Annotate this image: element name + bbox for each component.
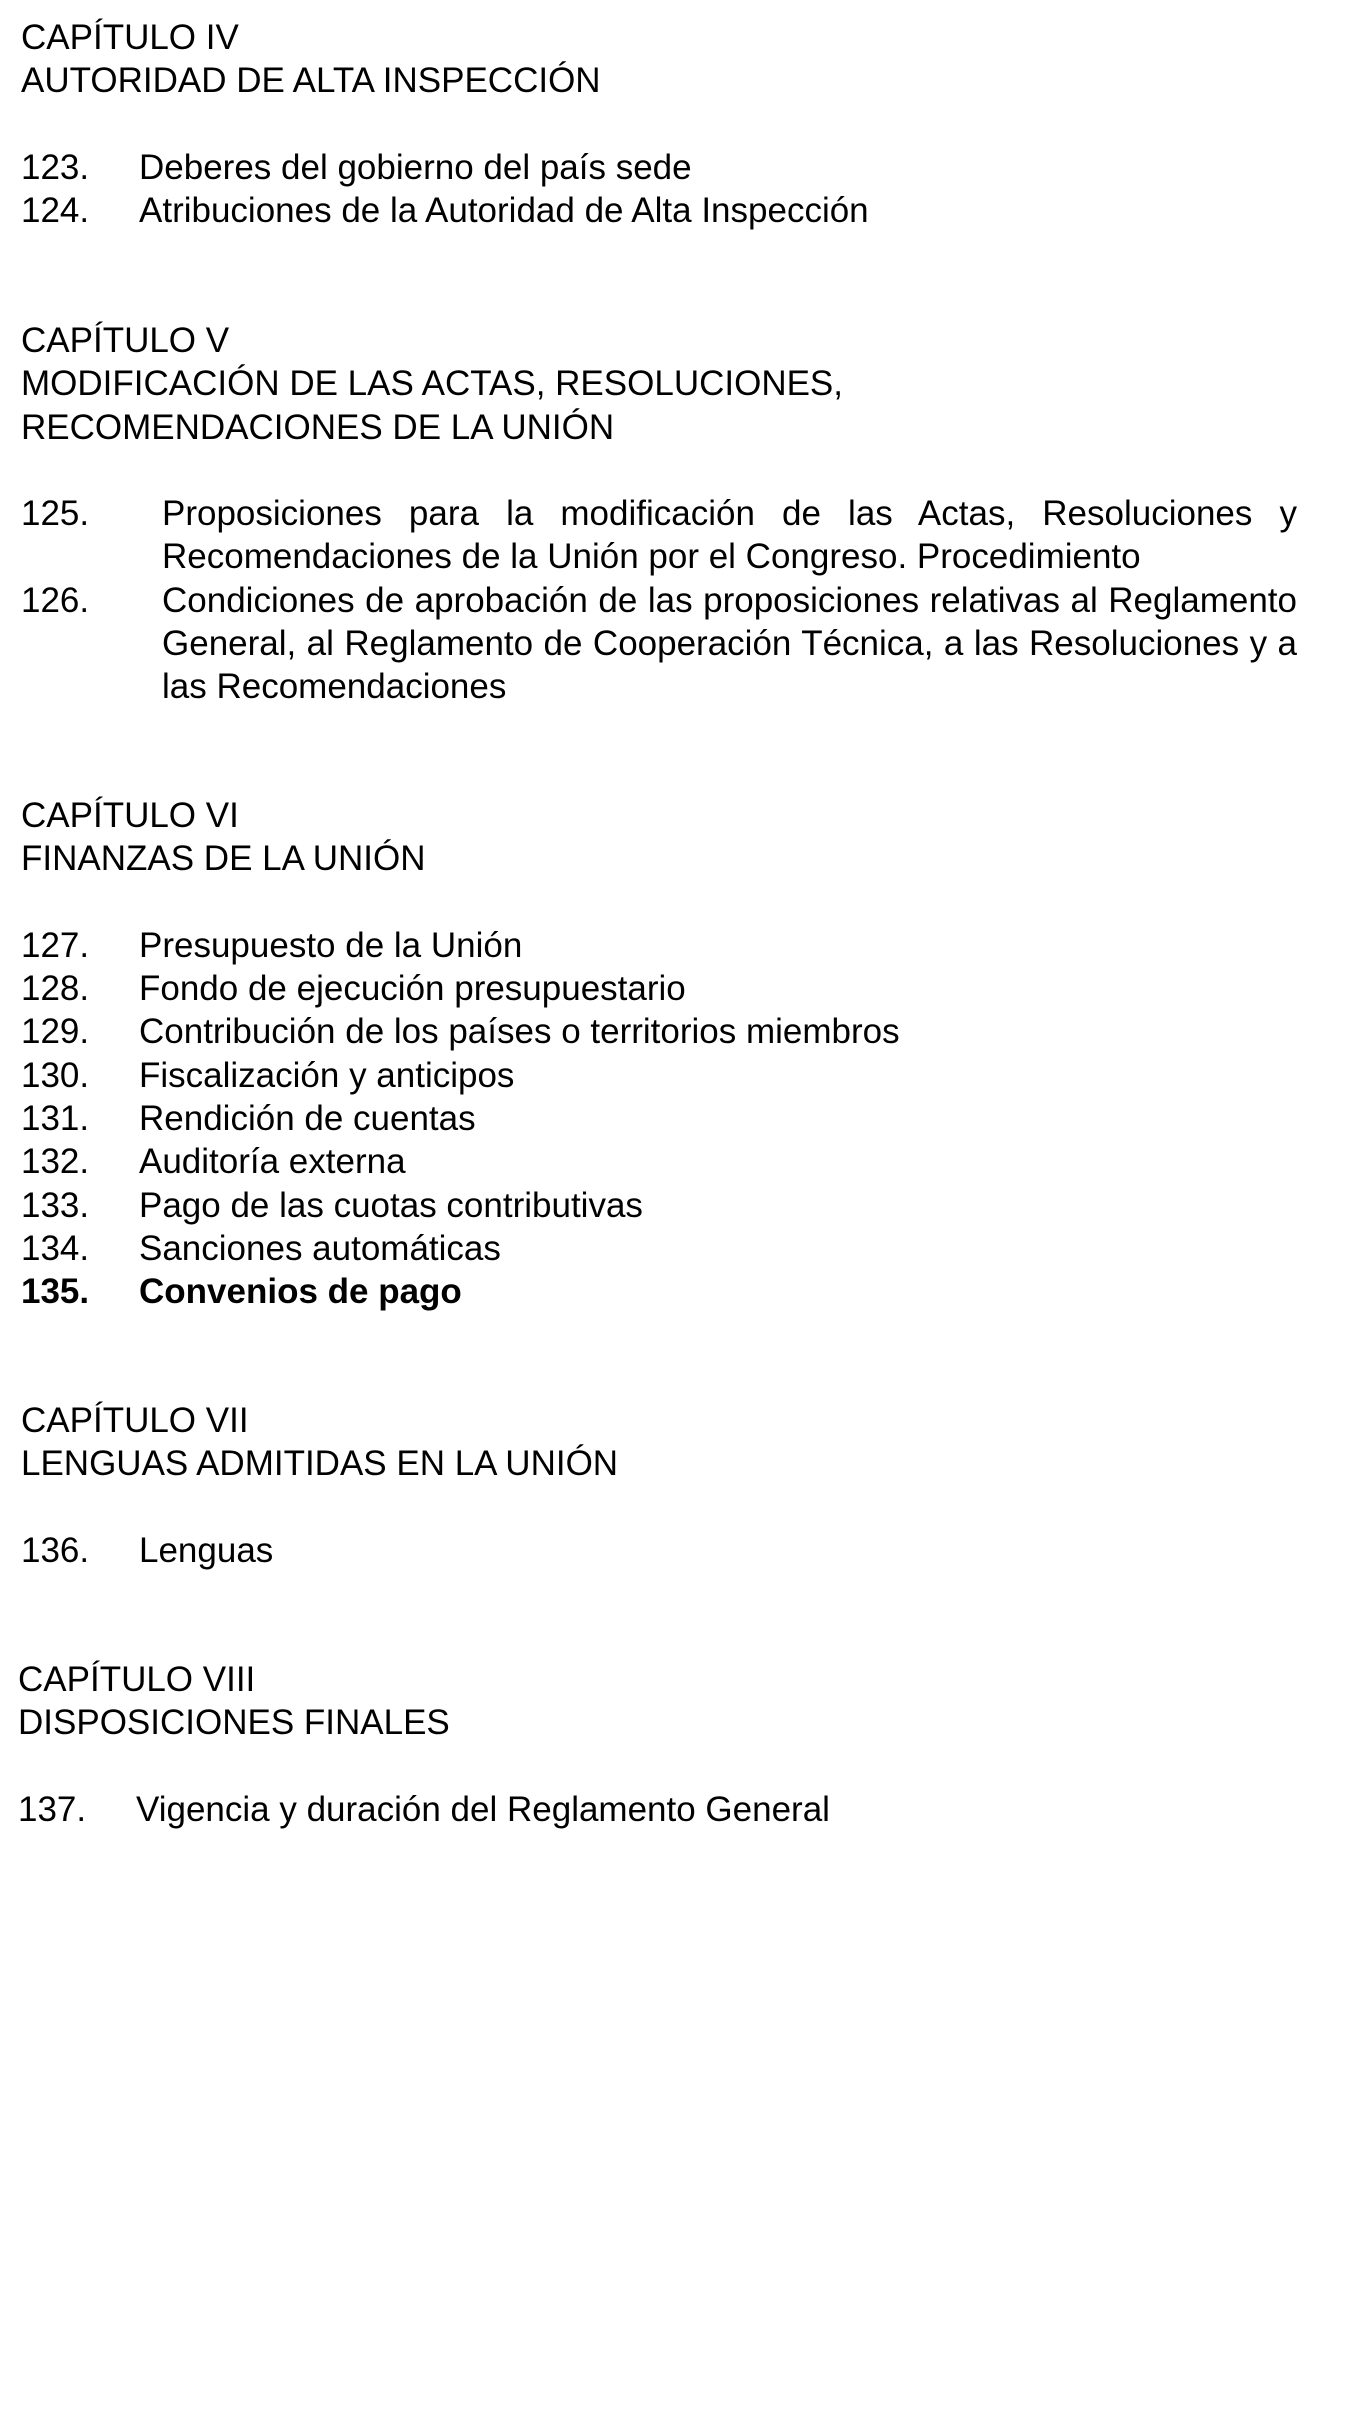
article-item: [21, 1140, 1301, 1183]
chapter-title: AUTORIDAD DE ALTA INSPECCIÓN: [21, 61, 601, 101]
article-title: Condiciones de aprobación de las proposiciones relativas al Reglamento General, al Reglamento de Cooperación Técnica, a las Resoluciones y a las Recomendaciones: [162, 580, 1297, 707]
article-item: [21, 967, 1301, 1010]
chapter-title-continued: RECOMENDACIONES DE LA UNIÓN: [21, 407, 615, 447]
article-list: [21, 492, 1301, 708]
article-title: Sanciones automáticas: [139, 1228, 501, 1268]
article-number: 136.: [21, 1530, 90, 1570]
article-number: 123.: [21, 147, 90, 187]
article-number: 129.: [21, 1012, 90, 1052]
article-title: Convenios de pago: [139, 1272, 462, 1312]
chapter-title: MODIFICACIÓN DE LAS ACTAS, RESOLUCIONES,: [21, 364, 844, 404]
chapter-title: DISPOSICIONES FINALES: [18, 1703, 450, 1743]
article-number: 132.: [21, 1142, 90, 1182]
chapter-vi: [21, 794, 1301, 1314]
article-title: Atribuciones de la Autoridad de Alta Inspección: [139, 191, 869, 231]
chapter-number: CAPÍTULO VIII: [18, 1660, 256, 1699]
article-list: [21, 924, 1301, 1314]
article-title: Fiscalización y anticipos: [139, 1055, 515, 1095]
chapter-title: FINANZAS DE LA UNIÓN: [21, 839, 426, 879]
article-number: 135.: [21, 1272, 90, 1312]
article-item: [21, 1227, 1301, 1270]
article-item: [21, 146, 1301, 189]
article-list: [21, 1529, 1301, 1572]
article-title: Deberes del gobierno del país sede: [139, 147, 692, 187]
article-title: Contribución de los países o territorios miembros: [139, 1012, 900, 1052]
article-item: [21, 1184, 1301, 1227]
article-item: [21, 492, 1301, 579]
article-item: [21, 1010, 1301, 1053]
article-list: [21, 146, 1301, 233]
article-item: [21, 189, 1301, 232]
article-item: [21, 1097, 1301, 1140]
article-number: 126.: [21, 580, 90, 620]
chapter-number: CAPÍTULO VII: [21, 1401, 249, 1440]
article-number: 131.: [21, 1099, 90, 1139]
chapter-number: CAPÍTULO IV: [21, 18, 239, 57]
article-title: Pago de las cuotas contributivas: [139, 1185, 643, 1225]
chapter-heading: [21, 16, 1301, 103]
chapter-vii: [21, 1399, 1301, 1572]
article-number: 125.: [21, 494, 90, 534]
article-item: [21, 1529, 1301, 1572]
article-number: 130.: [21, 1055, 90, 1095]
article-title: Vigencia y duración del Reglamento General: [136, 1789, 830, 1829]
chapter-title: LENGUAS ADMITIDAS EN LA UNIÓN: [21, 1444, 619, 1484]
article-number: 134.: [21, 1228, 90, 1268]
article-number: 137.: [18, 1789, 87, 1829]
article-title: Proposiciones para la modificación de las Actas, Resoluciones y Recomendaciones de la Unión por el Congreso. Procedimiento: [162, 494, 1297, 577]
chapter-heading: [18, 1658, 1298, 1745]
article-title: Lenguas: [139, 1530, 274, 1570]
chapter-number: CAPÍTULO V: [21, 321, 230, 360]
article-number: 128.: [21, 969, 90, 1009]
article-number: 127.: [21, 925, 90, 965]
article-number: 124.: [21, 191, 90, 231]
article-item: [18, 1788, 1298, 1831]
article-title: Presupuesto de la Unión: [139, 925, 523, 965]
chapter-heading: [21, 794, 1301, 881]
article-item: [21, 1054, 1301, 1097]
chapter-iv: [21, 16, 1301, 232]
article-item: [21, 924, 1301, 967]
article-title: Fondo de ejecución presupuestario: [139, 969, 686, 1009]
article-title: Auditoría externa: [139, 1142, 406, 1182]
article-title: Rendición de cuentas: [139, 1099, 476, 1139]
article-list: [18, 1788, 1298, 1831]
chapter-number: CAPÍTULO VI: [21, 796, 239, 835]
chapter-heading: [21, 319, 1301, 449]
article-number: 133.: [21, 1185, 90, 1225]
chapter-v: [21, 319, 1301, 709]
article-item: [21, 579, 1301, 709]
article-item-highlighted: [21, 1270, 1301, 1313]
chapter-heading: [21, 1399, 1301, 1486]
chapter-viii: [18, 1658, 1298, 1831]
